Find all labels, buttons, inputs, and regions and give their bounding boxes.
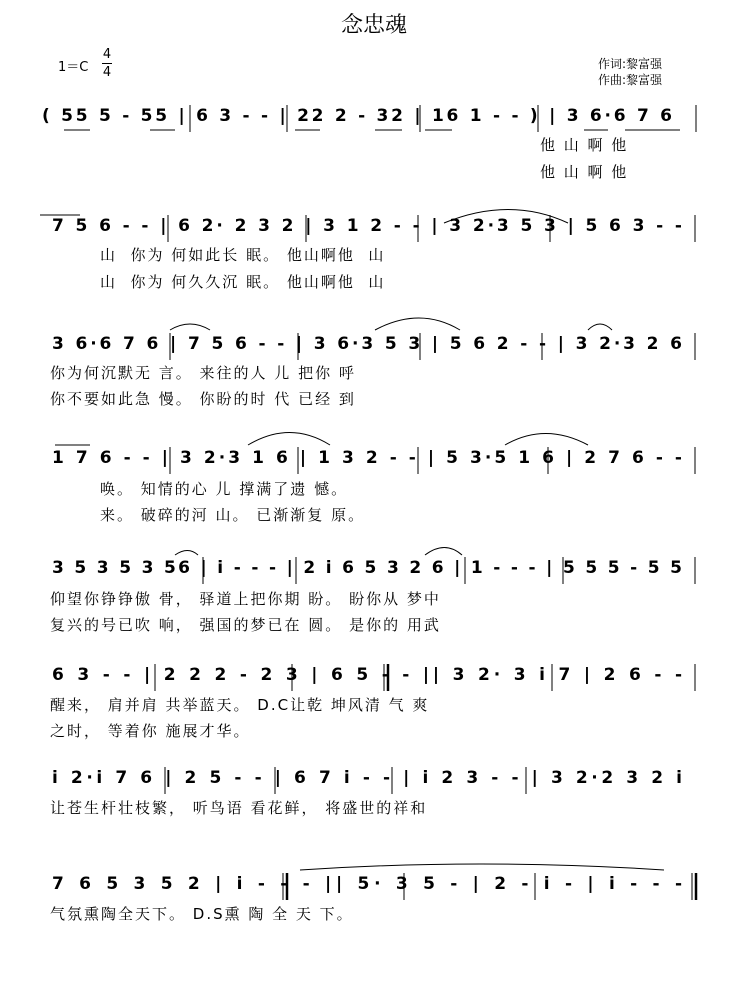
lyrics-system-5-verse-1: 仰望你铮铮傲 骨， 驿道上把你期 盼。 盼你从 梦中	[50, 590, 441, 608]
lyrics-system-1-verse-2: 他 山 啊 他	[540, 163, 629, 181]
lyrics-system-3-verse-2: 你不要如此急 慢。 你盼的时 代 已经 到	[50, 390, 356, 408]
lyrics-system-2-verse-2: 山 你为 何久久沉 眠。 他山啊他 山	[100, 273, 386, 291]
lyrics-system-2-verse-1: 山 你为 何如此长 眠。 他山啊他 山	[100, 246, 386, 264]
lyrics-system-4-verse-1: 唤。 知情的心 儿 撑满了遗 憾。	[100, 480, 349, 498]
notes-system-4: 1 7 6 - - | 3 2·3 1 6 | 1 3 2 - - | 5 3·5 1 6 | 2 7 6 - -	[52, 448, 686, 468]
lyrics-system-3-verse-1: 你为何沉默无 言。 来往的人 儿 把你 呼	[50, 364, 356, 382]
lyricist-credit: 作词:黎富强	[598, 57, 663, 71]
meter-top: 4	[102, 47, 112, 62]
lyrics-system-7: 让苍生杆壮枝繁， 听鸟语 看花鲜， 将盛世的祥和	[50, 799, 428, 817]
song-title: 念忠魂	[340, 13, 407, 38]
meter-bottom: 4	[102, 65, 112, 80]
notes-system-8: 7 6 5 3 5 2 | i - - - || 5· 3 5 - | 2 - i - | i - - -	[52, 874, 687, 894]
notes-system-2: 7 5 6 - - | 6 2· 2 3 2 | 3 1 2 - - | 3 2·3 5 3 | 5 6 3 - -	[52, 216, 685, 236]
notes-system-3: 3 6·6 7 6 | 7 5 6 - - | 3 6·3 5 3 | 5 6 2 - - | 3 2·3 2 6	[52, 334, 685, 354]
composer-credit: 作曲:黎富强	[598, 73, 663, 87]
notes-system-5: 3 5 3 5 3 56 | i - - - | 2 i 6 5 3 2 6 | 1 - - - | 5 5 5 - 5 5	[52, 558, 685, 578]
lyrics-system-6-verse-1: 醒来， 肩并肩 共举蓝天。 D.C让乾 坤风清 气 爽	[50, 696, 430, 714]
notes-system-7: i 2·i 7 6 | 2 5 - - | 6 7 i - - | i 2 3 - - | 3 2·2 3 2 i	[52, 768, 686, 788]
key-signature: 1＝C	[58, 60, 89, 75]
lyrics-system-4-verse-2: 来。 破碎的河 山。 已渐渐复 原。	[100, 506, 366, 524]
notes-system-1: ( 55 5 - 55 | 6 3 - - | 22 2 - 32 | 16 1 - - ) | 3 6·6 7 6	[42, 106, 675, 126]
lyrics-system-6-verse-2: 之时， 等着你 施展才华。	[50, 722, 251, 740]
lyrics-system-8: 气氛熏陶全天下。 D.S熏 陶 全 天 下。	[50, 905, 354, 923]
lyrics-system-5-verse-2: 复兴的号已吹 响， 强国的梦已在 圆。 是你的 用武	[50, 616, 441, 634]
notes-system-6: 6 3 - - | 2 2 2 - 2 3 | 6 5 - - || 3 2· 3 i 7 | 2 6 - -	[52, 665, 686, 685]
lyrics-system-1-verse-1: 他 山 啊 他	[540, 136, 629, 154]
